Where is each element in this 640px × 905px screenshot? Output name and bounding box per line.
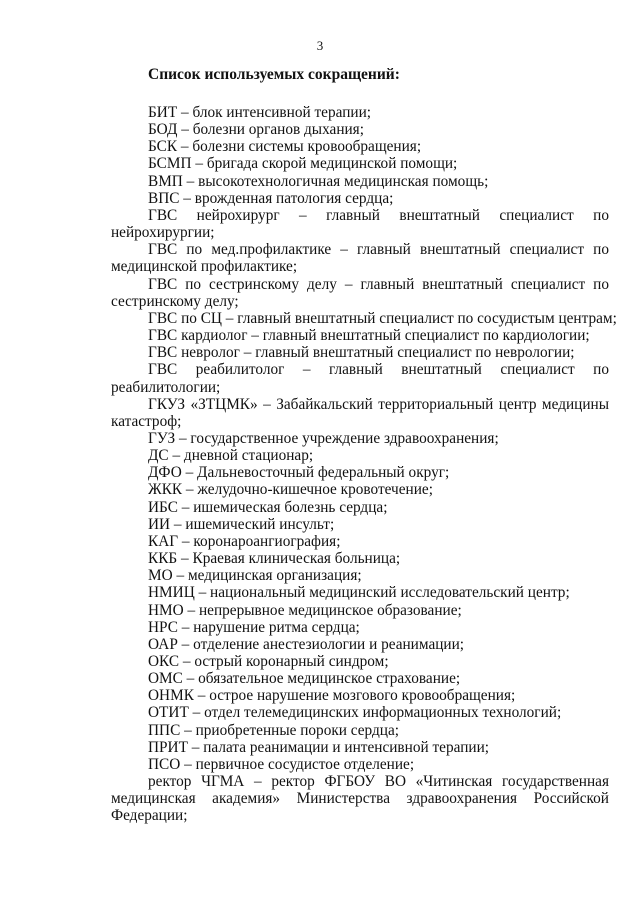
abbreviations-heading: Список используемых сокращений:: [148, 66, 400, 83]
abbreviation-entry: ККБ – Краевая клиническая больница;: [148, 550, 401, 568]
abbreviation-entry: ректор ЧГМА – ректор ФГБОУ ВО «Читинская государственная медицинская академия» Министерства здравоохранения Российской Федерации;: [111, 773, 609, 825]
abbreviation-entry: ГВС по сестринскому делу – главный внештатный специалист по сестринскому делу;: [111, 275, 609, 310]
abbreviation-entry: БСМП – бригада скорой медицинской помощи;: [148, 155, 458, 173]
abbreviation-entry: БОД – болезни органов дыхания;: [148, 121, 364, 139]
abbreviation-list: [111, 104, 617, 825]
abbreviation-entry: ГВС невролог – главный внештатный специалист по неврологии;: [148, 344, 575, 362]
abbreviation-entry: БСК – болезни системы кровообращения;: [148, 138, 422, 156]
abbreviation-entry: ОКС – острый коронарный синдром;: [148, 653, 389, 670]
abbreviation-entry: НРС – нарушение ритма сердца;: [148, 618, 360, 636]
abbreviation-entry: НМИЦ – национальный медицинский исследовательский центр;: [148, 584, 570, 602]
abbreviation-entry: ВМП – высокотехнологичная медицинская помощь;: [148, 172, 489, 190]
abbreviation-entry: ГВС нейрохирург – главный внештатный специалист по нейрохирургии;: [111, 206, 609, 242]
abbreviation-entry: ДФО – Дальневосточный федеральный округ;: [148, 464, 450, 482]
abbreviation-entry: БИТ – блок интенсивной терапии;: [148, 104, 372, 121]
abbreviation-entry: НМО – непрерывное медицинское образование;: [148, 601, 462, 619]
abbreviation-entry: ОАР – отделение анестезиологии и реанимации;: [148, 635, 465, 653]
abbreviation-entry: ИБС – ишемическая болезнь сердца;: [148, 498, 388, 516]
abbreviation-entry: ОНМК – острое нарушение мозгового кровообращения;: [148, 687, 516, 705]
abbreviation-entry: ГВС реабилитолог – главный внештатный специалист по реабилитологии;: [111, 361, 609, 396]
abbreviation-entry: МО – медицинская организация;: [148, 567, 362, 585]
abbreviation-entry: ОТИТ – отдел телемедицинских информационных технологий;: [148, 704, 562, 722]
abbreviation-entry: ОМС – обязательное медицинское страхование;: [148, 670, 461, 688]
abbreviation-entry: ПРИТ – палата реанимации и интенсивной терапии;: [148, 738, 490, 756]
abbreviation-entry: ИИ – ишемический инсульт;: [148, 515, 335, 533]
abbreviation-entry: ГВС по мед.профилактике – главный внештатный специалист по медицинской профилактике;: [111, 241, 609, 276]
abbreviation-entry: ВПС – врожденная патология сердца;: [148, 189, 394, 207]
abbreviation-entry: ГКУЗ «ЗТЦМК» – Забайкальский территориальный центр медицины катастроф;: [111, 395, 609, 430]
abbreviation-entry: ГВС кардиолог – главный внештатный специалист по кардиологии;: [148, 327, 590, 345]
page-number: 3: [316, 38, 324, 53]
abbreviation-entry: КАГ – коронароангиография;: [148, 532, 341, 550]
abbreviation-entry: ГУЗ – государственное учреждение здравоохранения;: [148, 429, 499, 447]
abbreviation-entry: ГВС по СЦ – главный внештатный специалист по сосудистым центрам;: [148, 309, 617, 327]
abbreviation-entry: ПСО – первичное сосудистое отделение;: [148, 755, 415, 773]
abbreviation-entry: ДС – дневной стационар;: [148, 447, 314, 465]
abbreviation-entry: ППС – приобретенные пороки сердца;: [148, 721, 400, 739]
abbreviation-entry: ЖКК – желудочно-кишечное кровотечение;: [148, 481, 433, 499]
